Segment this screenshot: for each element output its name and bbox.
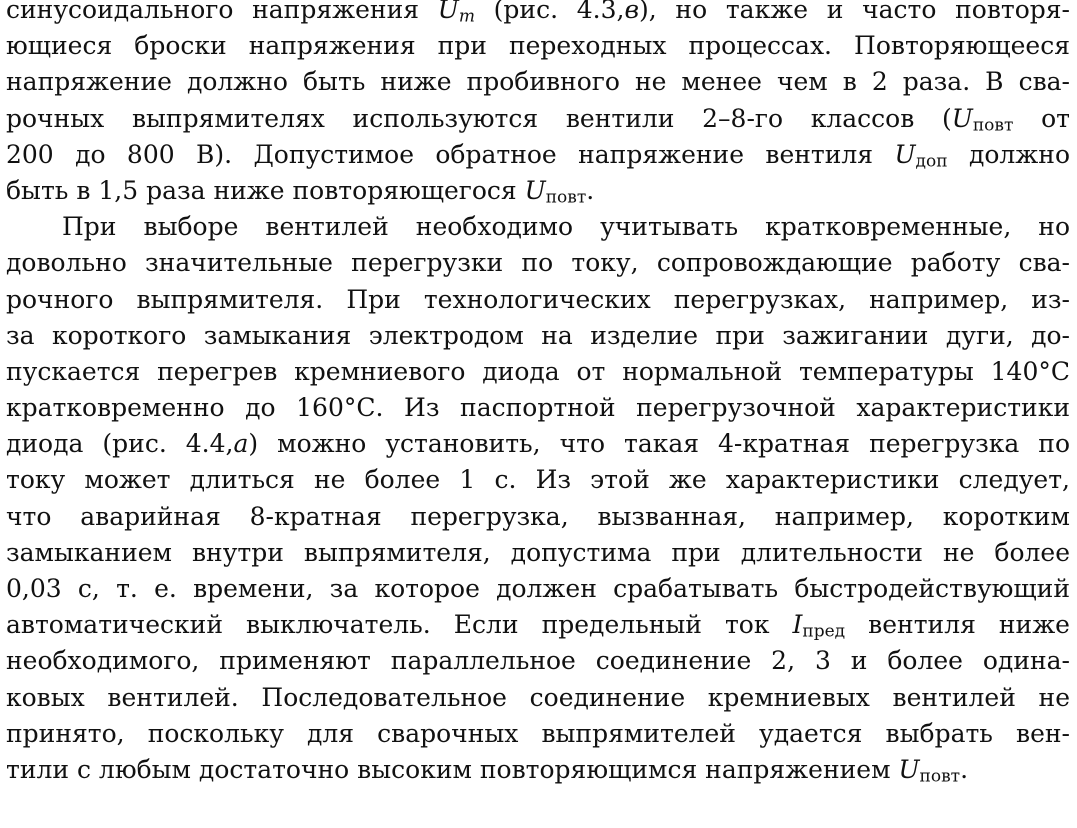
text-line [6,426,1070,462]
math-variable: а [233,429,249,459]
subscript-text: повт [972,115,1014,136]
subscript-text: доп [915,151,948,172]
text-run: пускается перегрев кремниевого диода от нормальной температуры 140°С [6,356,1070,386]
text-run: автоматический выключатель. Если предельный ток [6,610,793,640]
text-line [6,354,1070,390]
math-variable: U [524,175,546,205]
text-run: . [960,754,969,784]
text-line [6,571,1070,607]
math-variable: I [792,610,803,640]
math-variable: U [437,0,459,24]
text-run: должно [947,139,1070,169]
text-run: диода (рис. 4.4, [6,429,234,459]
paragraph-2 [6,209,1070,788]
text-line [6,752,1070,788]
text-line [6,535,1070,571]
document-page [6,0,1070,788]
math-variable: U [894,139,916,169]
text-run: рочных выпрямителях используются вентили 2–8-го классов ( [6,103,952,133]
text-run: напряжение должно быть ниже пробивного не менее чем в 2 раза. В сва- [6,67,1070,97]
text-run: 200 до 800 В). Допустимое обратное напряжение вентиля [6,139,895,169]
text-line [6,390,1070,426]
text-run: тили с любым достаточно высоким повторяющимся напряжением [6,754,899,784]
text-run: ) можно установить, что такая 4-кратная перегрузка по [248,429,1071,459]
text-run: необходимого, применяют параллельное соединение 2, 3 и более одина- [6,646,1070,676]
text-run: 0,03 с, т. е. времени, за которое должен срабатывать быстродействующий [6,574,1070,603]
text-run: рочного выпрямителя. При технологических перегрузках, например, из- [6,284,1070,314]
text-line [6,101,1070,137]
subscript-text: повт [545,187,587,208]
text-run: что аварийная 8-кратная перегрузка, вызванная, например, коротким [6,501,1070,531]
text-line [6,462,1070,498]
text-run: замыканием внутри выпрямителя, допустима при длительности не более [6,537,1070,567]
text-line [6,607,1070,643]
text-line [6,0,1070,28]
subscript-text: повт [919,766,961,787]
text-line [6,716,1070,752]
text-line [6,137,1070,173]
text-line [6,28,1070,64]
text-run: принято, поскольку для сварочных выпрямителей удается выбрать вен- [6,718,1070,748]
text-run: ющиеся броски напряжения при переходных процессах. Повторяющееся [6,31,1070,61]
text-line [6,64,1070,100]
text-line [6,209,1070,245]
text-run: за короткого замыкания электродом на изделие при зажигании дуги, до- [6,320,1070,350]
text-run: довольно значительные перегрузки по току, сопровождающие работу сва- [6,248,1070,278]
text-line [6,282,1070,318]
paragraph-1 [6,0,1070,209]
text-line [6,245,1070,281]
text-run: быть в 1,5 раза ниже повторяющегося [6,175,525,205]
text-line [6,173,1070,209]
text-run: от [1013,103,1070,133]
subscript-text: пред [802,621,846,642]
text-run: ), но также и часто повторя- [639,0,1070,24]
math-variable: U [898,754,920,784]
text-line [6,643,1070,679]
text-run: . [586,175,595,205]
text-run: вентиля ниже [845,610,1070,640]
text-run: кратковременно до 160°С. Из паспортной перегрузочной характеристики [6,393,1070,423]
text-run: синусоидального напряжения [6,0,438,24]
math-variable: в [624,0,639,24]
text-run: току может длиться не более 1 с. Из этой же характеристики следует, [6,465,1070,495]
text-run: (рис. 4.3, [474,0,625,24]
text-run: ковых вентилей. Последовательное соединение кремниевых вентилей не [6,682,1070,712]
math-variable: U [951,103,973,133]
text-line [6,680,1070,716]
text-run: При выборе вентилей необходимо учитывать кратковременные, но [62,212,1070,242]
subscript-text: m [458,6,475,27]
text-line [6,499,1070,535]
text-line [6,318,1070,354]
